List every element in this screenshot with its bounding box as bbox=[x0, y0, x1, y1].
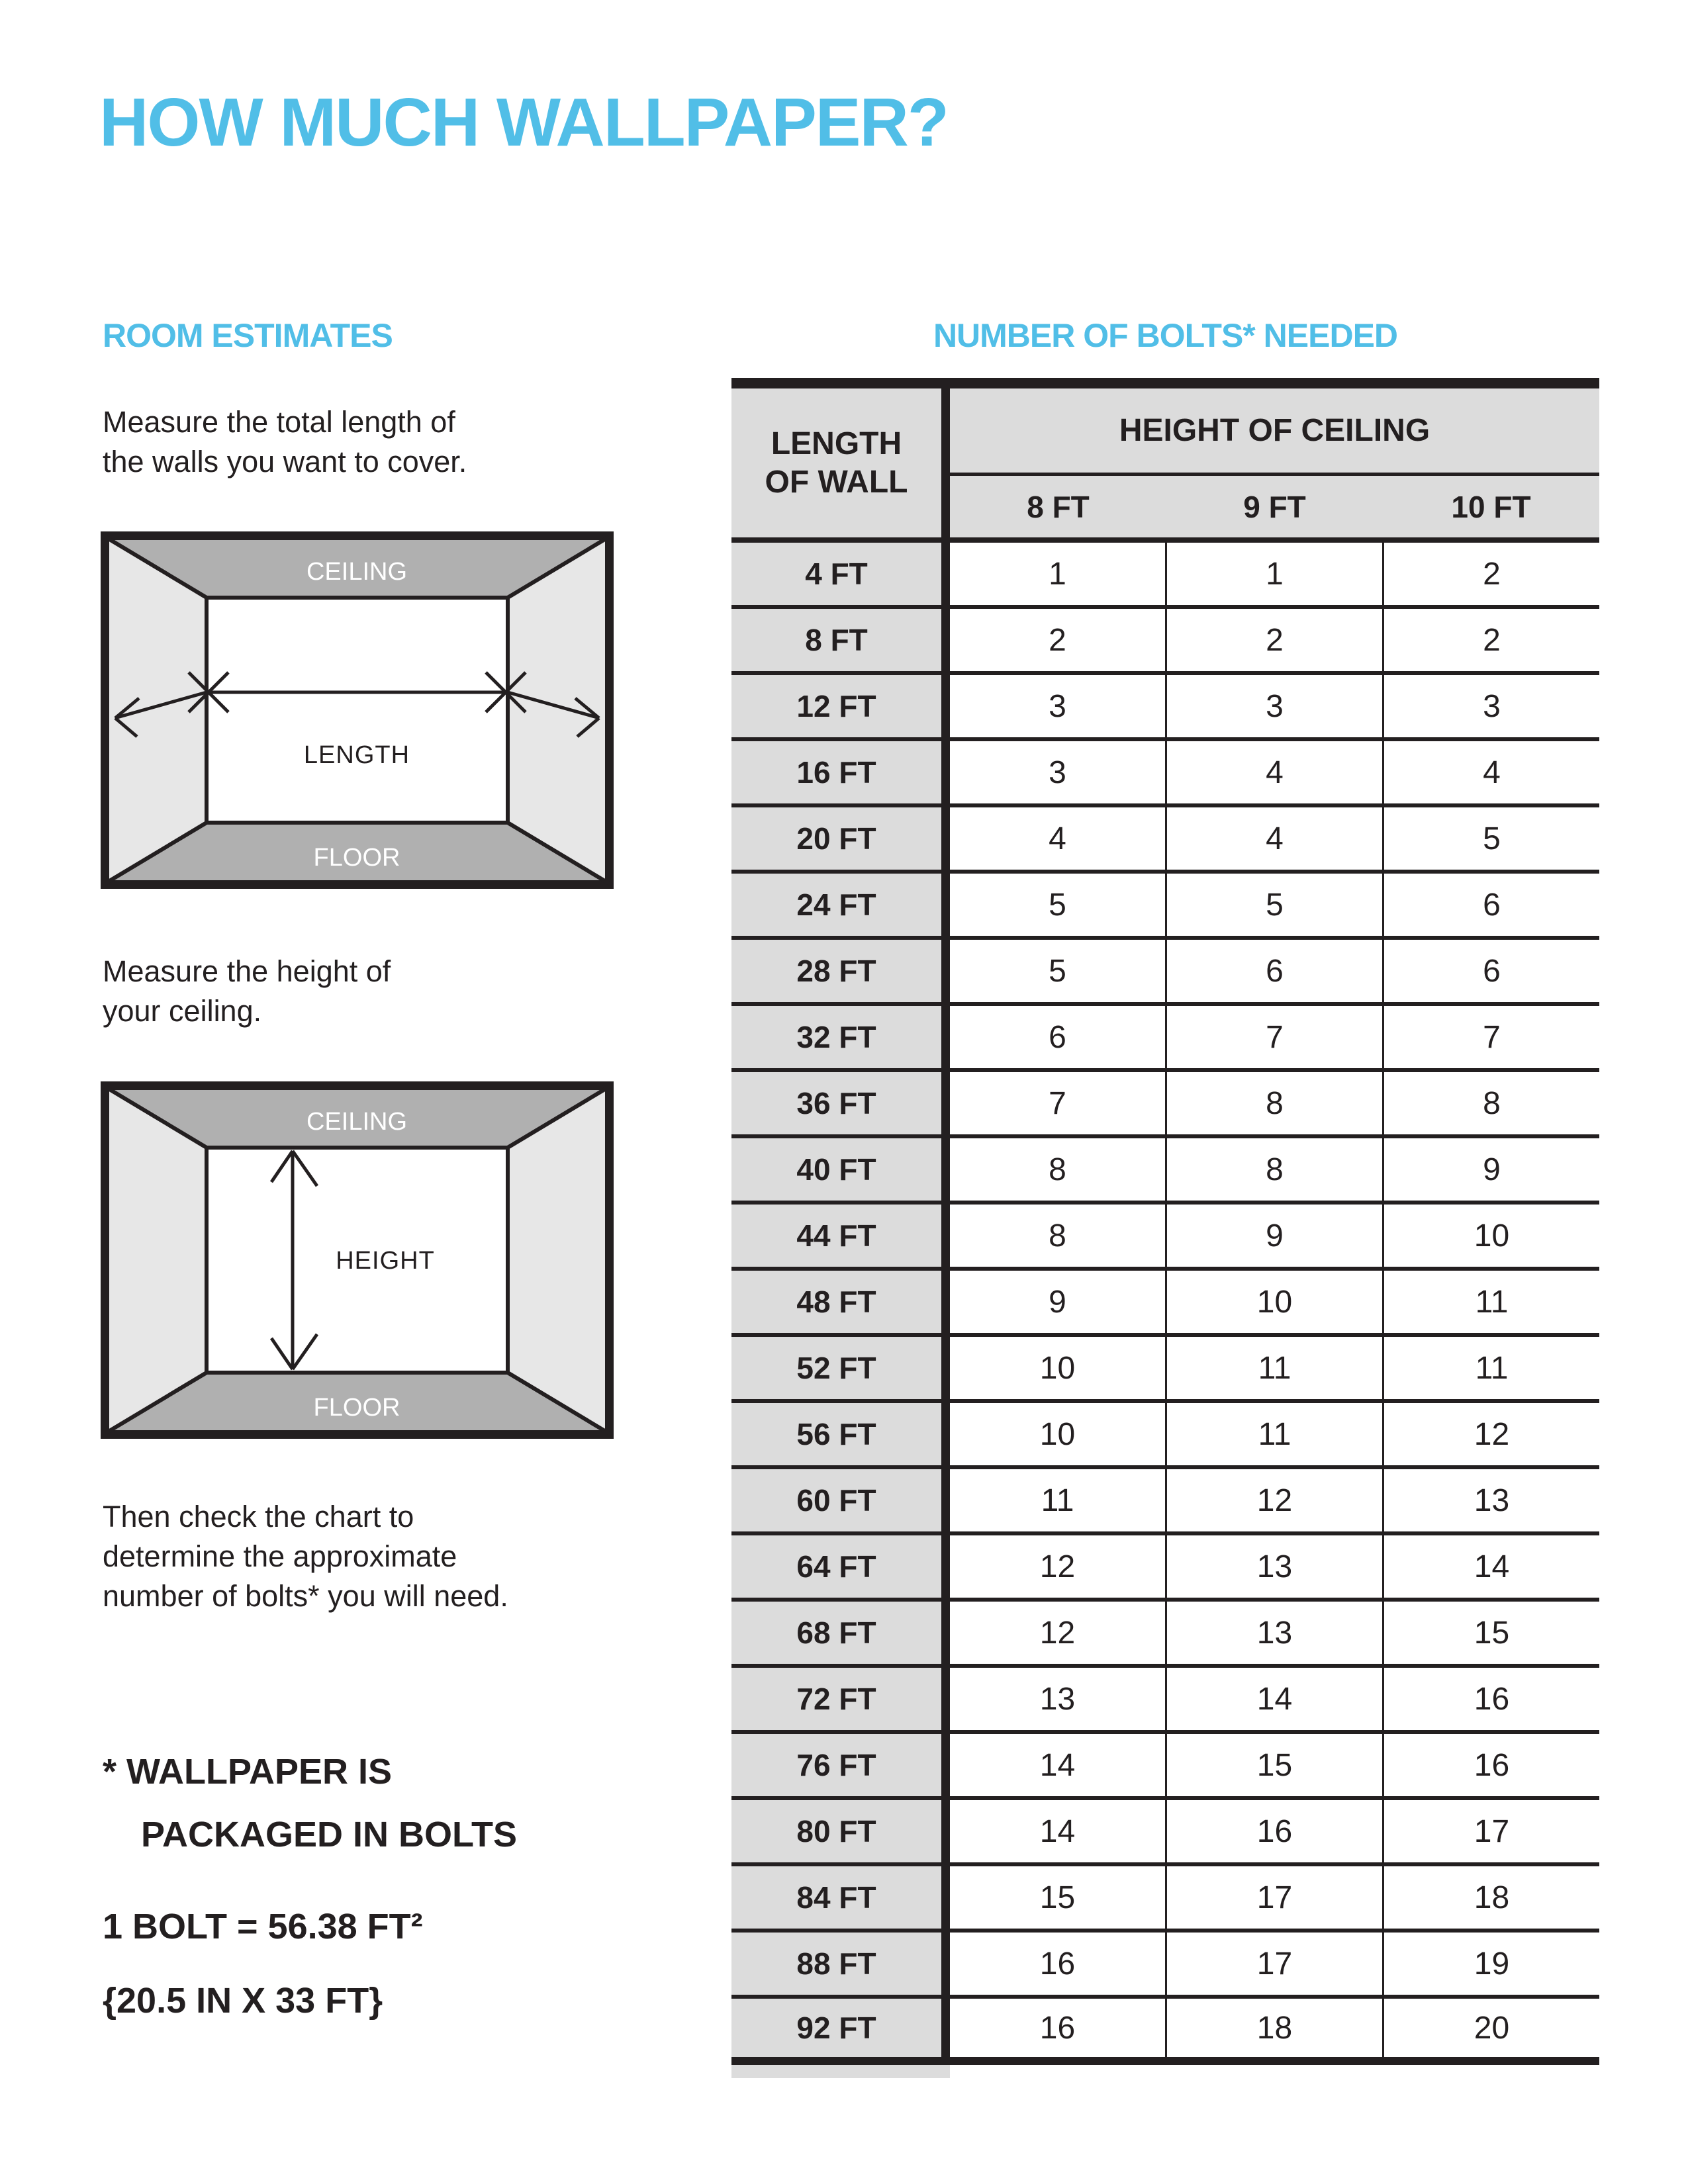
bolt-count-cell: 10 bbox=[1039, 1350, 1076, 1386]
bolt-count-cell: 4 bbox=[1382, 741, 1599, 803]
room-length-diagram bbox=[101, 531, 614, 889]
bolt-count-cell: 10 bbox=[1039, 1416, 1076, 1452]
page-title: HOW MUCH WALLPAPER? bbox=[99, 84, 948, 160]
bolt-count-cell: 2 bbox=[1049, 622, 1066, 658]
bolt-count-cell: 3 bbox=[1382, 675, 1599, 737]
table-row bbox=[731, 1933, 1599, 1999]
bolt-count-cell: 11 bbox=[1041, 1482, 1074, 1518]
bolt-count-cell: 11 bbox=[1165, 1337, 1382, 1399]
bolt-count-cell: 18 bbox=[1382, 1866, 1599, 1929]
bolt-count-cell: 5 bbox=[1049, 953, 1066, 989]
bolt-count-cell: 16 bbox=[1382, 1734, 1599, 1796]
wall-length-label: 52 FT bbox=[731, 1337, 950, 1399]
bolt-count-cell: 9 bbox=[1049, 1284, 1066, 1320]
length-label: LENGTH bbox=[303, 741, 410, 769]
wall-length-label: 64 FT bbox=[731, 1535, 950, 1598]
table-row bbox=[731, 1271, 1599, 1337]
step2-line1: Measure the height of bbox=[103, 954, 391, 988]
table-row bbox=[731, 1734, 1599, 1800]
floor-label: FLOOR bbox=[313, 844, 400, 872]
table-row bbox=[731, 609, 1599, 675]
table-body bbox=[731, 543, 1599, 2065]
bolt-dimensions: {20.5 IN X 33 FT} bbox=[103, 1981, 383, 2021]
bolt-count-cell: 20 bbox=[1382, 1999, 1599, 2057]
ceiling-label: CEILING bbox=[306, 558, 408, 586]
table-row bbox=[731, 675, 1599, 741]
bolt-count-cell: 4 bbox=[1165, 807, 1382, 870]
wall-length-label: 8 FT bbox=[731, 609, 950, 671]
bolt-count-cell: 2 bbox=[1382, 543, 1599, 605]
table-row bbox=[731, 1535, 1599, 1602]
bolt-footnote bbox=[103, 1741, 517, 1866]
table-row bbox=[731, 1800, 1599, 1866]
bolt-count-cell: 4 bbox=[1049, 821, 1066, 856]
wall-length-label: 44 FT bbox=[731, 1205, 950, 1267]
bolt-count-cell: 8 bbox=[1165, 1072, 1382, 1134]
ceiling-height-header-group bbox=[950, 388, 1599, 537]
bolt-count-cell: 14 bbox=[1165, 1668, 1382, 1730]
length-of-wall-header bbox=[731, 388, 950, 537]
footnote-line1: * WALLPAPER IS bbox=[103, 1752, 393, 1792]
bolt-count-cell: 11 bbox=[1382, 1337, 1599, 1399]
table-row bbox=[731, 1205, 1599, 1271]
wall-length-label: 56 FT bbox=[731, 1403, 950, 1465]
room-height-diagram bbox=[101, 1081, 614, 1439]
table-row bbox=[731, 1999, 1599, 2065]
corner-line2: OF WALL bbox=[765, 464, 908, 500]
right-wall-plane bbox=[508, 1088, 607, 1432]
room-estimates-heading: ROOM ESTIMATES bbox=[103, 317, 393, 354]
wall-length-label: 72 FT bbox=[731, 1668, 950, 1730]
table-row bbox=[731, 1072, 1599, 1138]
table-row bbox=[731, 940, 1599, 1006]
bolt-count-cell: 6 bbox=[1049, 1019, 1066, 1055]
bolt-count-cell: 17 bbox=[1165, 1866, 1382, 1929]
corner-line1: LENGTH bbox=[771, 426, 902, 461]
bolt-count-cell: 13 bbox=[1165, 1602, 1382, 1664]
wall-length-label: 32 FT bbox=[731, 1006, 950, 1068]
wall-length-label: 16 FT bbox=[731, 741, 950, 803]
bolt-count-cell: 16 bbox=[1039, 1946, 1076, 1981]
step3-line2: determine the approximate bbox=[103, 1539, 457, 1573]
table-bottom-tab bbox=[731, 2065, 950, 2078]
height-of-ceiling-header: HEIGHT OF CEILING bbox=[950, 388, 1599, 476]
bolt-count-cell: 1 bbox=[1049, 556, 1066, 592]
wall-length-label: 84 FT bbox=[731, 1866, 950, 1929]
bolt-count-cell: 2 bbox=[1382, 609, 1599, 671]
bolt-count-cell: 13 bbox=[1382, 1469, 1599, 1531]
bolt-count-cell: 8 bbox=[1382, 1072, 1599, 1134]
table-row bbox=[731, 1602, 1599, 1668]
bolt-count-cell: 10 bbox=[1165, 1271, 1382, 1333]
bolts-needed-heading: NUMBER OF BOLTS* NEEDED bbox=[933, 317, 1398, 354]
bolt-count-cell: 17 bbox=[1382, 1800, 1599, 1862]
wall-length-label: 28 FT bbox=[731, 940, 950, 1002]
ceiling-height-columns bbox=[950, 476, 1599, 537]
bolt-count-cell: 11 bbox=[1382, 1271, 1599, 1333]
table-row bbox=[731, 1138, 1599, 1205]
bolt-size-info bbox=[103, 1889, 423, 2038]
wall-length-label: 12 FT bbox=[731, 675, 950, 737]
bolt-count-cell: 12 bbox=[1039, 1615, 1076, 1651]
wall-length-label: 20 FT bbox=[731, 807, 950, 870]
step1-line1: Measure the total length of bbox=[103, 405, 455, 439]
wall-length-label: 68 FT bbox=[731, 1602, 950, 1664]
table-row bbox=[731, 1469, 1599, 1535]
bolt-count-cell: 14 bbox=[1039, 1747, 1076, 1783]
step1-text bbox=[103, 402, 467, 482]
bolt-count-cell: 18 bbox=[1165, 1999, 1382, 2057]
table-top-bar bbox=[731, 378, 1599, 388]
bolt-count-cell: 6 bbox=[1382, 874, 1599, 936]
bolt-count-cell: 5 bbox=[1049, 887, 1066, 923]
wall-length-label: 60 FT bbox=[731, 1469, 950, 1531]
back-wall bbox=[207, 598, 508, 823]
bolt-count-cell: 3 bbox=[1165, 675, 1382, 737]
bolt-count-cell: 8 bbox=[1165, 1138, 1382, 1201]
table-row bbox=[731, 1337, 1599, 1403]
step3-line3: number of bolts* you will need. bbox=[103, 1579, 508, 1613]
column-header-9ft: 9 FT bbox=[1243, 489, 1306, 524]
bolt-count-cell: 4 bbox=[1165, 741, 1382, 803]
table-row bbox=[731, 1006, 1599, 1072]
bolt-count-cell: 15 bbox=[1382, 1602, 1599, 1664]
wall-length-label: 24 FT bbox=[731, 874, 950, 936]
bolt-count-cell: 15 bbox=[1039, 1880, 1076, 1915]
footnote-line2: PACKAGED IN BOLTS bbox=[141, 1815, 518, 1854]
ceiling-label: CEILING bbox=[306, 1108, 408, 1136]
table-row bbox=[731, 874, 1599, 940]
table-row bbox=[731, 1403, 1599, 1469]
bolt-count-cell: 11 bbox=[1165, 1403, 1382, 1465]
bolt-count-cell: 12 bbox=[1039, 1549, 1076, 1584]
step3-line1: Then check the chart to bbox=[103, 1500, 414, 1533]
bolt-count-cell: 14 bbox=[1039, 1813, 1076, 1849]
table-header bbox=[731, 388, 1599, 543]
column-header-10ft: 10 FT bbox=[1451, 489, 1531, 524]
bolt-count-cell: 8 bbox=[1049, 1218, 1066, 1253]
wall-length-label: 48 FT bbox=[731, 1271, 950, 1333]
wall-length-label: 80 FT bbox=[731, 1800, 950, 1862]
bolt-count-cell: 2 bbox=[1165, 609, 1382, 671]
wall-length-label: 92 FT bbox=[731, 1999, 950, 2057]
bolt-count-cell: 9 bbox=[1382, 1138, 1599, 1201]
bolt-area: 1 BOLT = 56.38 FT² bbox=[103, 1907, 423, 1946]
step1-line2: the walls you want to cover. bbox=[103, 445, 467, 478]
wall-length-label: 40 FT bbox=[731, 1138, 950, 1201]
wall-length-label: 76 FT bbox=[731, 1734, 950, 1796]
bolt-count-cell: 17 bbox=[1165, 1933, 1382, 1995]
bolt-count-cell: 16 bbox=[1039, 2010, 1076, 2046]
bolt-count-cell: 15 bbox=[1165, 1734, 1382, 1796]
bolt-count-cell: 12 bbox=[1382, 1403, 1599, 1465]
bolt-count-cell: 16 bbox=[1382, 1668, 1599, 1730]
floor-label: FLOOR bbox=[313, 1394, 400, 1422]
step3-text bbox=[103, 1497, 508, 1616]
bolt-count-cell: 14 bbox=[1382, 1535, 1599, 1598]
bolt-count-cell: 7 bbox=[1049, 1085, 1066, 1121]
height-label: HEIGHT bbox=[336, 1247, 435, 1275]
bolt-count-cell: 10 bbox=[1382, 1205, 1599, 1267]
bolt-count-cell: 16 bbox=[1165, 1800, 1382, 1862]
wall-length-label: 88 FT bbox=[731, 1933, 950, 1995]
bolt-count-cell: 13 bbox=[1039, 1681, 1076, 1717]
left-wall-plane bbox=[107, 1088, 207, 1432]
table-row bbox=[731, 543, 1599, 609]
bolt-count-cell: 6 bbox=[1382, 940, 1599, 1002]
bolt-count-cell: 3 bbox=[1049, 688, 1066, 724]
bolt-count-cell: 6 bbox=[1165, 940, 1382, 1002]
bolt-count-cell: 3 bbox=[1049, 754, 1066, 790]
column-header-8ft: 8 FT bbox=[1027, 489, 1090, 524]
bolt-count-cell: 9 bbox=[1165, 1205, 1382, 1267]
table-row bbox=[731, 807, 1599, 874]
table-row bbox=[731, 1668, 1599, 1734]
bolt-count-cell: 8 bbox=[1049, 1152, 1066, 1187]
bolt-count-cell: 7 bbox=[1165, 1006, 1382, 1068]
bolt-count-cell: 12 bbox=[1165, 1469, 1382, 1531]
bolt-count-cell: 5 bbox=[1165, 874, 1382, 936]
table-row bbox=[731, 1866, 1599, 1933]
step2-line2: your ceiling. bbox=[103, 994, 262, 1028]
bolt-count-cell: 5 bbox=[1382, 807, 1599, 870]
bolt-count-cell: 13 bbox=[1165, 1535, 1382, 1598]
table-row bbox=[731, 741, 1599, 807]
bolt-count-cell: 1 bbox=[1165, 543, 1382, 605]
step2-text bbox=[103, 952, 391, 1031]
bolt-count-cell: 19 bbox=[1382, 1933, 1599, 1995]
bolts-table bbox=[731, 378, 1599, 2078]
wall-length-label: 36 FT bbox=[731, 1072, 950, 1134]
bolt-count-cell: 7 bbox=[1382, 1006, 1599, 1068]
wall-length-label: 4 FT bbox=[731, 543, 950, 605]
